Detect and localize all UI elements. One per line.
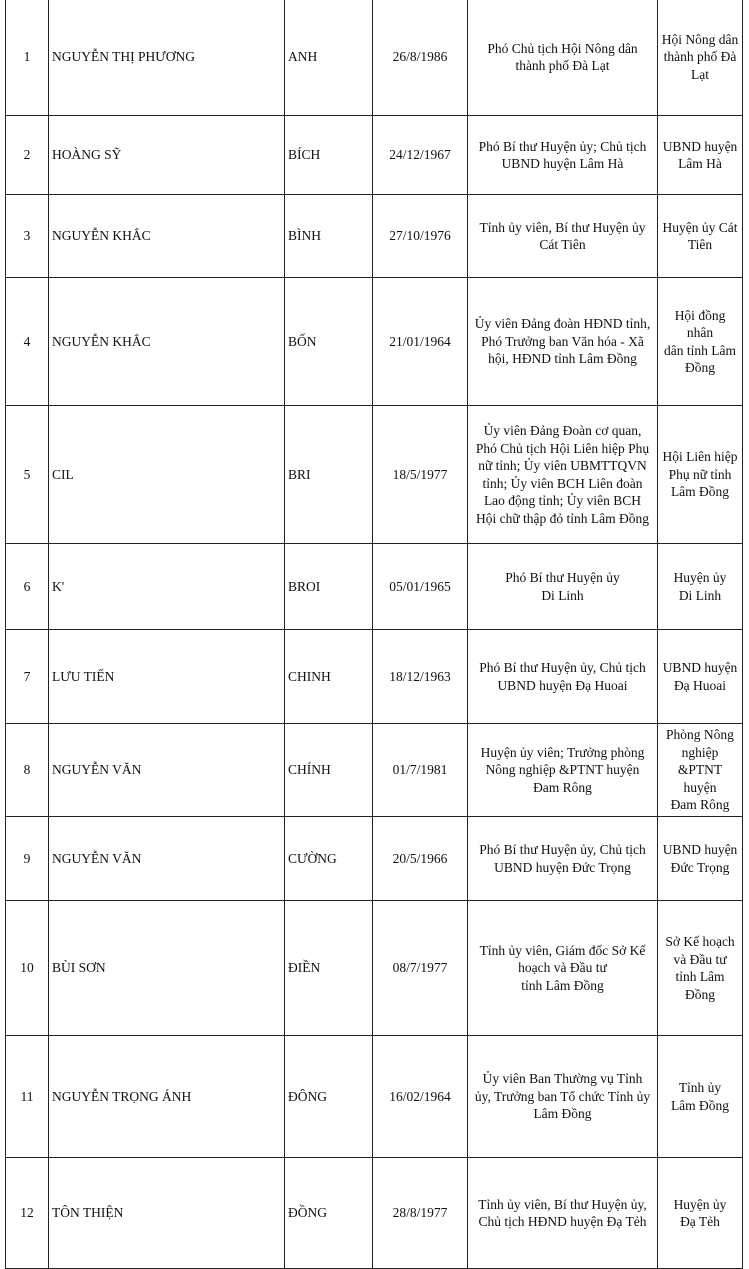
workplace-cell: [658, 195, 743, 278]
position-cell: [468, 1158, 658, 1269]
row-number-cell: [6, 0, 49, 116]
family-name-cell: [49, 116, 285, 195]
given-name-cell: [285, 406, 373, 544]
given-name-cell: [285, 116, 373, 195]
row-number: 4: [23, 333, 31, 349]
row-number-cell: [6, 724, 49, 817]
row-number-cell: [6, 901, 49, 1036]
given-name-cell: [285, 630, 373, 724]
table-row: [6, 1158, 743, 1269]
given-name: BÍCH: [288, 147, 321, 163]
family-name: BÙI SƠN: [52, 960, 106, 976]
row-number: 9: [23, 850, 31, 866]
workplace: Phòng Nông nghiệp &PTNT huyện Đam Rông: [666, 727, 734, 813]
given-name-cell: [285, 901, 373, 1036]
table-row: [6, 901, 743, 1036]
row-number: 10: [20, 960, 34, 976]
family-name: NGUYỄN KHẮC: [52, 228, 151, 244]
family-name-cell: [49, 630, 285, 724]
date-of-birth: 20/5/1966: [392, 850, 448, 866]
table-row: [6, 278, 743, 406]
row-number-cell: [6, 278, 49, 406]
date-of-birth: 21/01/1964: [389, 333, 451, 349]
given-name-cell: [285, 724, 373, 817]
workplace-cell: [658, 278, 743, 406]
given-name: BRI: [288, 466, 311, 482]
given-name-cell: [285, 817, 373, 901]
date-of-birth: 18/12/1963: [389, 668, 451, 684]
workplace-cell: [658, 544, 743, 630]
position-cell: [468, 278, 658, 406]
workplace-cell: [658, 116, 743, 195]
workplace: UBND huyện Đức Trọng: [662, 842, 738, 875]
workplace-cell: [658, 406, 743, 544]
date-of-birth: 26/8/1986: [392, 49, 448, 65]
workplace-cell: [658, 1036, 743, 1158]
row-number: 6: [23, 578, 31, 594]
row-number: 5: [23, 466, 31, 482]
date-of-birth-cell: [373, 116, 468, 195]
family-name-cell: [49, 0, 285, 116]
family-name: NGUYỄN VĂN: [52, 762, 142, 778]
date-of-birth-cell: [373, 901, 468, 1036]
date-of-birth-cell: [373, 544, 468, 630]
date-of-birth-cell: [373, 195, 468, 278]
date-of-birth: 18/5/1977: [392, 466, 448, 482]
position: Phó Bí thư Huyện ủy Di Linh: [505, 570, 620, 603]
date-of-birth-cell: [373, 1158, 468, 1269]
row-number: 12: [20, 1205, 34, 1221]
workplace-cell: [658, 724, 743, 817]
date-of-birth: 24/12/1967: [389, 147, 451, 163]
row-number-cell: [6, 1158, 49, 1269]
workplace-cell: [658, 817, 743, 901]
workplace: Tỉnh ủy Lâm Đồng: [670, 1080, 730, 1113]
position: Phó Chủ tịch Hội Nông dân thành phố Đà Lạt: [487, 40, 638, 73]
position-cell: [468, 195, 658, 278]
family-name: NGUYỄN VĂN: [52, 850, 142, 866]
family-name-cell: [49, 544, 285, 630]
row-number: 8: [23, 762, 31, 778]
date-of-birth: 05/01/1965: [389, 578, 451, 594]
row-number: 7: [23, 668, 31, 684]
given-name-cell: [285, 1036, 373, 1158]
family-name-cell: [49, 406, 285, 544]
position-cell: [468, 630, 658, 724]
date-of-birth-cell: [373, 817, 468, 901]
family-name: NGUYỄN THỊ PHƯƠNG: [52, 49, 195, 65]
given-name-cell: [285, 1158, 373, 1269]
workplace: UBND huyện Lâm Hà: [662, 138, 738, 171]
workplace: Hội Nông dân thành phố Đà Lạt: [661, 31, 739, 82]
position: Tỉnh ủy viên, Bí thư Huyện ủy, Chủ tịch HĐND huyện Đạ Tẻh: [478, 1196, 647, 1229]
workplace: Huyện ủy Đạ Tẻh: [673, 1196, 727, 1229]
row-number: 1: [23, 49, 31, 65]
workplace: Huyện ủy Di Linh: [673, 570, 727, 603]
date-of-birth-cell: [373, 406, 468, 544]
date-of-birth: 27/10/1976: [389, 228, 451, 244]
given-name: CHÍNH: [288, 762, 331, 778]
family-name: TÔN THIỆN: [52, 1205, 124, 1221]
given-name-cell: [285, 195, 373, 278]
row-number-cell: [6, 817, 49, 901]
candidate-table: [5, 0, 743, 1269]
position: Tỉnh ủy viên, Bí thư Huyện ủy Cát Tiên: [479, 219, 646, 252]
row-number: 11: [20, 1088, 34, 1104]
date-of-birth-cell: [373, 1036, 468, 1158]
given-name-cell: [285, 544, 373, 630]
row-number-cell: [6, 1036, 49, 1158]
family-name-cell: [49, 195, 285, 278]
given-name-cell: [285, 278, 373, 406]
workplace-cell: [658, 0, 743, 116]
position: Phó Bí thư Huyện ủy, Chủ tịch UBND huyện Đức Trọng: [479, 842, 646, 875]
position-cell: [468, 817, 658, 901]
date-of-birth: 01/7/1981: [392, 762, 448, 778]
given-name: CHINH: [288, 668, 331, 684]
family-name: HOÀNG SỸ: [52, 147, 122, 163]
workplace: Hội Liên hiệp Phụ nữ tỉnh Lâm Đồng: [662, 449, 738, 500]
position: Ủy viên Ban Thường vụ Tỉnh ủy, Trưởng ban Tổ chức Tỉnh ủy Lâm Đồng: [474, 1071, 651, 1122]
row-number-cell: [6, 630, 49, 724]
table-row: [6, 406, 743, 544]
position: Ủy viên Đảng Đoàn cơ quan, Phó Chủ tịch Hội Liên hiệp Phụ nữ tỉnh; Ủy viên UBMTTQVN tỉnh; Ủy viên BCH Liên đoàn Lao động tỉnh; Ủy viên BCH Hội chữ thập đỏ tỉnh Lâm Đồng: [475, 423, 650, 526]
date-of-birth-cell: [373, 0, 468, 116]
row-number-cell: [6, 116, 49, 195]
position-cell: [468, 544, 658, 630]
given-name: BÌNH: [288, 228, 321, 244]
position-cell: [468, 406, 658, 544]
table-row: [6, 195, 743, 278]
family-name-cell: [49, 724, 285, 817]
position: Ủy viên Đảng đoàn HĐND tỉnh, Phó Trưởng ban Văn hóa - Xã hội, HĐND tỉnh Lâm Đồng: [474, 316, 651, 367]
position-cell: [468, 116, 658, 195]
given-name: ĐIỀN: [288, 960, 321, 976]
family-name-cell: [49, 278, 285, 406]
date-of-birth-cell: [373, 278, 468, 406]
row-number-cell: [6, 195, 49, 278]
given-name: ĐÔNG: [288, 1088, 327, 1104]
position-cell: [468, 0, 658, 116]
position: Phó Bí thư Huyện ủy; Chủ tịch UBND huyện Lâm Hà: [478, 138, 647, 171]
family-name: NGUYỄN TRỌNG ÁNH: [52, 1088, 192, 1104]
workplace: Hội đồng nhân dân tỉnh Lâm Đồng: [664, 307, 736, 375]
given-name: ĐỒNG: [288, 1205, 327, 1221]
workplace: Huyện ủy Cát Tiên: [662, 219, 738, 252]
table-row: [6, 630, 743, 724]
workplace: Sở Kế hoạch và Đầu tư tỉnh Lâm Đồng: [665, 934, 735, 1002]
position: Tỉnh ủy viên, Giám đốc Sở Kế hoạch và Đầu tư tỉnh Lâm Đồng: [479, 942, 646, 993]
family-name-cell: [49, 1158, 285, 1269]
table-row: [6, 544, 743, 630]
row-number-cell: [6, 406, 49, 544]
table-row: [6, 724, 743, 817]
position-cell: [468, 1036, 658, 1158]
family-name-cell: [49, 1036, 285, 1158]
workplace-cell: [658, 901, 743, 1036]
family-name: NGUYỄN KHẮC: [52, 333, 151, 349]
row-number-cell: [6, 544, 49, 630]
position-cell: [468, 724, 658, 817]
table-row: [6, 116, 743, 195]
family-name: K': [52, 578, 65, 594]
given-name: BỐN: [288, 333, 317, 349]
given-name-cell: [285, 0, 373, 116]
date-of-birth: 08/7/1977: [392, 960, 448, 976]
date-of-birth: 16/02/1964: [389, 1088, 451, 1104]
row-number: 3: [23, 228, 31, 244]
row-number: 2: [23, 147, 31, 163]
given-name: BROI: [288, 578, 321, 594]
position-cell: [468, 901, 658, 1036]
date-of-birth-cell: [373, 630, 468, 724]
given-name: CƯỜNG: [288, 850, 337, 866]
date-of-birth-cell: [373, 724, 468, 817]
position: Huyện ủy viên; Trưởng phòng Nông nghiệp &PTNT huyện Đam Rông: [480, 744, 645, 795]
table-row: [6, 0, 743, 116]
family-name: CIL: [52, 466, 74, 482]
table-row: [6, 817, 743, 901]
given-name: ANH: [288, 49, 318, 65]
family-name-cell: [49, 901, 285, 1036]
workplace-cell: [658, 1158, 743, 1269]
family-name: LƯU TIẾN: [52, 668, 115, 684]
position: Phó Bí thư Huyện ủy, Chủ tịch UBND huyện Đạ Huoai: [479, 660, 646, 693]
workplace: UBND huyện Đạ Huoai: [662, 660, 738, 693]
workplace-cell: [658, 630, 743, 724]
table-row: [6, 1036, 743, 1158]
family-name-cell: [49, 817, 285, 901]
date-of-birth: 28/8/1977: [392, 1205, 448, 1221]
